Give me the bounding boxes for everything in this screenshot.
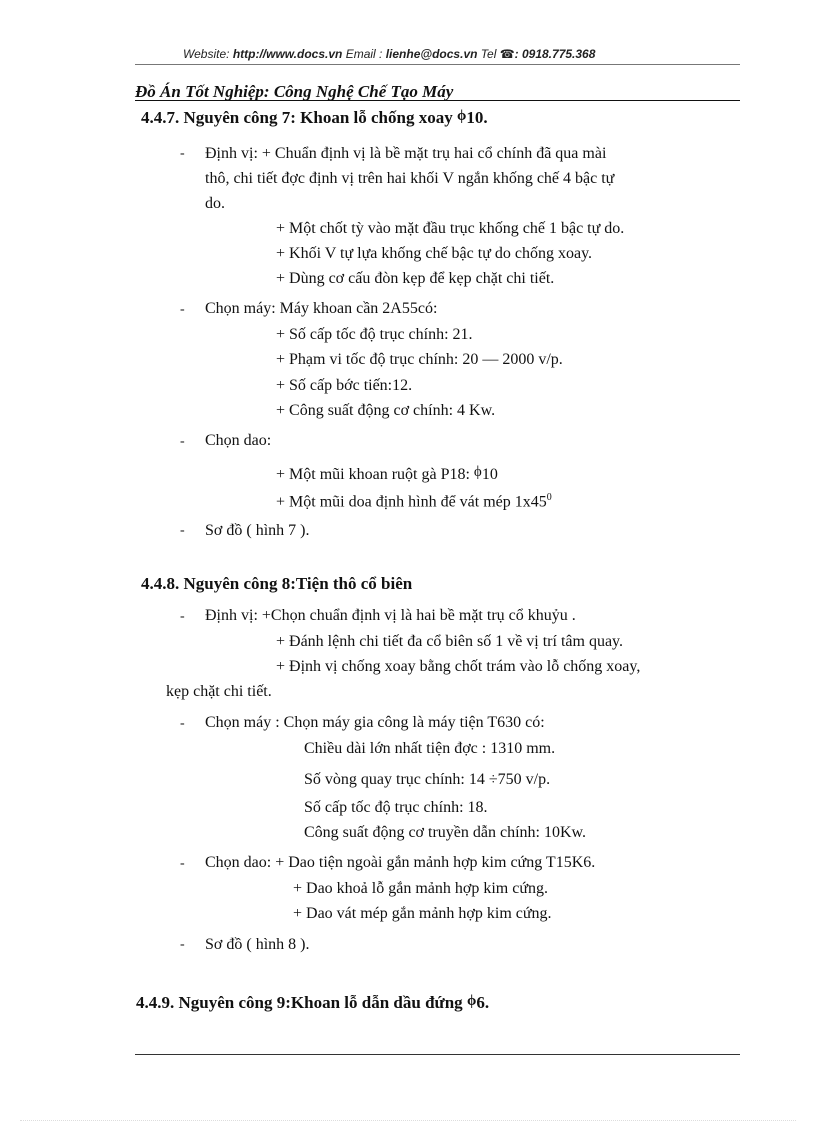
s447-line-1: Định vị: + Chuẩn định vị là bề mặt trụ hai cổ chính đã qua mài: [205, 145, 607, 162]
page-edge: [20, 1120, 796, 1121]
s447-line-11: + Công suất động cơ chính: 4 Kw.: [276, 402, 496, 419]
s447-line-7: Chọn máy: Máy khoan cần 2A55có:: [205, 300, 438, 317]
email-label: Email :: [342, 47, 386, 61]
s447-line-4: + Một chốt tỳ vào mặt đầu trục khống chế 1 bậc tự do.: [276, 220, 625, 237]
header-rule: [135, 64, 740, 65]
bullet-dash: -: [180, 434, 185, 449]
title-underline: [135, 100, 740, 101]
bullet-dash: -: [180, 523, 185, 538]
s448-line-12: + Dao vát mép gắn mảnh hợp kim cứng.: [293, 905, 552, 922]
bullet-dash: -: [180, 716, 185, 731]
section-447-heading: [141, 108, 488, 128]
s448-line-11: + Dao khoả lỗ gắn mảnh hợp kim cứng.: [293, 880, 548, 897]
s447-line-5: + Khối V tự lựa khống chế bậc tự do chống xoay.: [276, 245, 593, 262]
section-449-heading: [136, 993, 489, 1013]
bullet-dash: -: [180, 609, 185, 624]
tel-label: Tel: [477, 47, 500, 61]
s448-line-4: kẹp chặt chi tiết.: [166, 683, 272, 700]
s447-line-13: [276, 464, 498, 484]
bullet-dash: -: [180, 302, 185, 317]
phone-icon: ☎: [499, 47, 515, 61]
phi-symbol: ϕ: [473, 464, 482, 480]
email-address[interactable]: lienhe@docs.vn: [385, 47, 478, 61]
s447-line-2: thô, chi tiết đợc định vị trên hai khối V ngắn khống chế 4 bậc tự: [205, 170, 615, 187]
tel-number: : 0918.775.368: [514, 47, 596, 61]
document-title: Đồ Án Tốt Nghiệp: Công Nghệ Chế Tạo Máy: [135, 82, 454, 101]
website-url[interactable]: http://www.docs.vn: [232, 47, 343, 61]
bullet-dash: -: [180, 146, 185, 161]
phi-symbol: ϕ: [456, 108, 467, 124]
s447-line-14-text: + Một mũi doa định hình để vát mép 1x45: [276, 493, 547, 511]
s448-line-13: Sơ đồ ( hình 8 ).: [205, 936, 310, 953]
s448-line-5: Chọn máy : Chọn máy gia công là máy tiện T630 có:: [205, 714, 545, 731]
s447-line-6: + Dùng cơ cấu đòn kẹp để kẹp chặt chi tiết.: [276, 270, 555, 287]
s447-line-12: Chọn dao:: [205, 432, 272, 449]
website-label: Website:: [183, 47, 233, 61]
section-449-heading-end: 6.: [476, 993, 490, 1012]
s448-line-2: + Đánh lệnh chi tiết đa cổ biên số 1 về vị trí tâm quay.: [276, 633, 624, 650]
section-448-heading: 4.4.8. Nguyên công 8:Tiện thô cổ biên: [141, 574, 413, 593]
s447-line-8: + Số cấp tốc độ trục chính: 21.: [276, 326, 473, 343]
s448-line-1: Định vị: +Chọn chuẩn định vị là hai bề mặt trụ cổ khuỷu .: [205, 607, 576, 624]
s448-line-10: Chọn dao: + Dao tiện ngoài gắn mảnh hợp kim cứng T15K6.: [205, 854, 596, 871]
s447-line-15: Sơ đồ ( hình 7 ).: [205, 522, 310, 539]
degree-superscript: 0: [546, 492, 552, 503]
s447-line-14: [276, 492, 552, 511]
s447-line-3: do.: [205, 195, 225, 212]
bullet-dash: -: [180, 937, 185, 952]
s448-line-8: Số cấp tốc độ trục chính: 18.: [304, 799, 488, 816]
s447-line-13-end: 10: [481, 466, 498, 483]
section-447-heading-end: 10.: [466, 108, 488, 127]
s448-line-9: Công suất động cơ truyền dẫn chính: 10Kw.: [304, 824, 587, 841]
s448-line-7: Số vòng quay trục chính: 14 ÷750 v/p.: [304, 771, 551, 788]
section-447-heading-text: 4.4.7. Nguyên công 7: Khoan lỗ chống xoay: [141, 108, 457, 127]
s448-line-6: Chiều dài lớn nhất tiện đợc : 1310 mm.: [304, 740, 556, 757]
s447-line-9: + Phạm vi tốc độ trục chính: 20 — 2000 v/p.: [276, 351, 563, 368]
bullet-dash: -: [180, 856, 185, 871]
header-contact: [183, 47, 595, 61]
section-449-heading-text: 4.4.9. Nguyên công 9:Khoan lỗ dẫn dầu đứng: [136, 993, 467, 1012]
s447-line-10: + Số cấp bớc tiến:12.: [276, 377, 413, 394]
s447-line-13-text: + Một mũi khoan ruột gà P18:: [276, 466, 474, 483]
phi-symbol: ϕ: [466, 993, 477, 1009]
s448-line-3: + Định vị chống xoay bằng chốt trám vào lỗ chống xoay,: [276, 658, 641, 675]
footer-rule: [135, 1054, 740, 1055]
